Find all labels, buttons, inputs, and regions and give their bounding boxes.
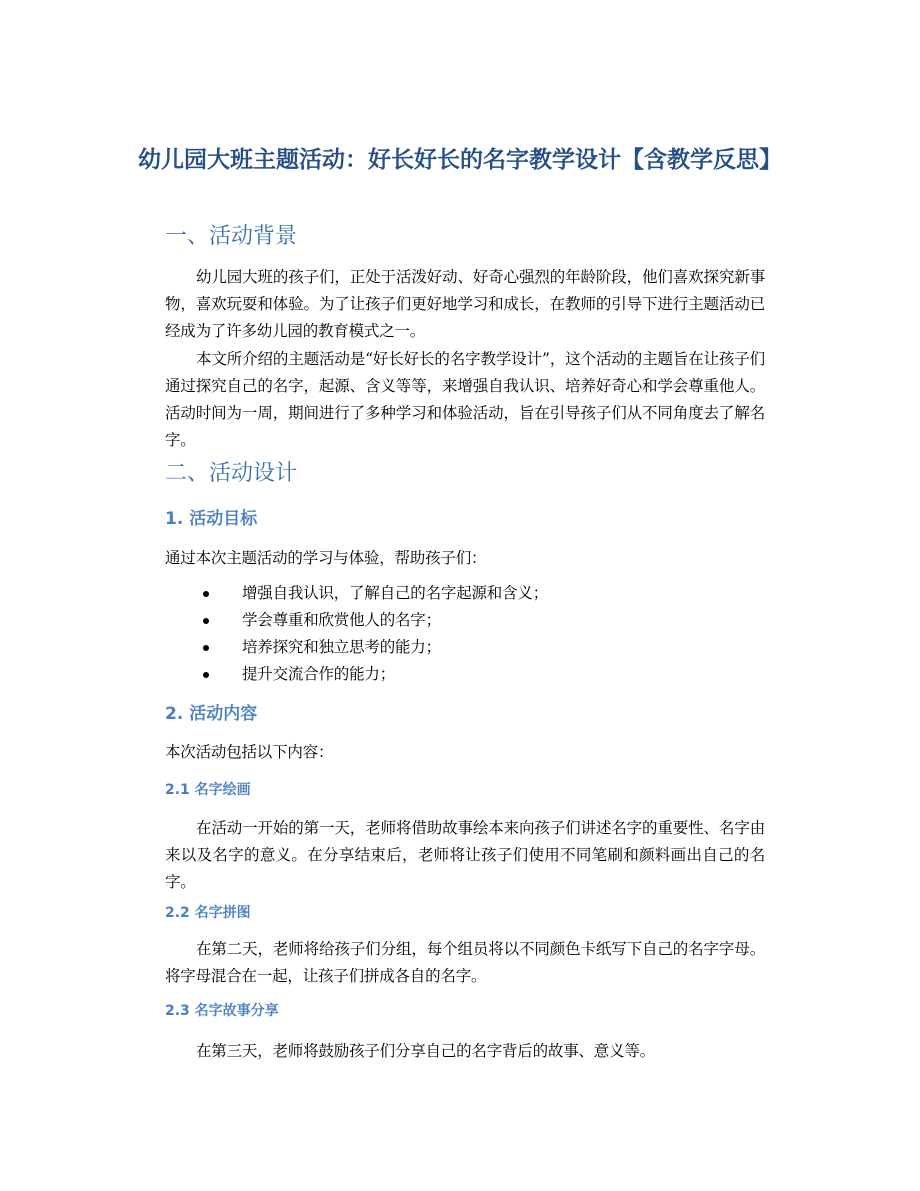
name-story-paragraph: 在第三天，老师将鼓励孩子们分享自己的名字背后的故事、意义等。 (196, 1042, 656, 1060)
document-title: 幼儿园大班主题活动：好长好长的名字教学设计【含教学反思】 (138, 147, 782, 173)
list-item (200, 661, 548, 688)
subheading-goals: 1. 活动目标 (165, 509, 258, 529)
subsection-heading-name-puzzle: 2.2 名字拼图 (165, 905, 251, 921)
goal-text: 培养探究和独立思考的能力； (242, 638, 441, 656)
content-intro: 本次活动包括以下内容： (165, 743, 334, 761)
subheading-content: 2. 活动内容 (165, 704, 258, 724)
goals-list (200, 580, 548, 688)
section-heading-background: 一、活动背景 (165, 224, 298, 249)
bullet-icon (203, 672, 209, 678)
goal-text: 学会尊重和欣赏他人的名字； (242, 611, 441, 629)
section-heading-design: 二、活动设计 (165, 461, 298, 486)
subsection-heading-name-story: 2.3 名字故事分享 (165, 1003, 279, 1019)
bullet-icon (203, 618, 209, 624)
name-puzzle-paragraph: 在第二天，老师将给孩子们分组，每个组员将以不同颜色卡纸写下自己的名字字母。将字母混合在一起，让孩子们拼成各自的名字。 (165, 940, 765, 985)
bullet-icon (203, 591, 209, 597)
goal-text: 增强自我认识，了解自己的名字起源和含义； (242, 584, 549, 602)
goal-text: 提升交流合作的能力； (242, 665, 396, 683)
bullet-icon (203, 645, 209, 651)
goals-intro: 通过本次主题活动的学习与体验，帮助孩子们： (165, 549, 487, 567)
list-item (200, 634, 548, 661)
background-paragraph-2: 本文所介绍的主题活动是“好长好长的名字教学设计”，这个活动的主题旨在让孩子们通过探究自己的名字，起源、含义等等，来增强自我认识、培养好奇心和学会尊重他人。活动时间为一周，期间进行了多种学习和体验活动，旨在引导孩子们从不同角度去了解名字。 (165, 350, 765, 449)
background-paragraph-1: 幼儿园大班的孩子们，正处于活泼好动、好奇心强烈的年龄阶段，他们喜欢探究新事物，喜欢玩耍和体验。为了让孩子们更好地学习和成长，在教师的引导下进行主题活动已经成为了许多幼儿园的教育模式之一。 (165, 268, 765, 340)
list-item (200, 580, 548, 607)
list-item (200, 607, 548, 634)
name-drawing-paragraph: 在活动一开始的第一天，老师将借助故事绘本来向孩子们讲述名字的重要性、名字由来以及名字的意义。在分享结束后，老师将让孩子们使用不同笔刷和颜料画出自己的名字。 (165, 819, 765, 891)
subsection-heading-name-drawing: 2.1 名字绘画 (165, 782, 251, 798)
